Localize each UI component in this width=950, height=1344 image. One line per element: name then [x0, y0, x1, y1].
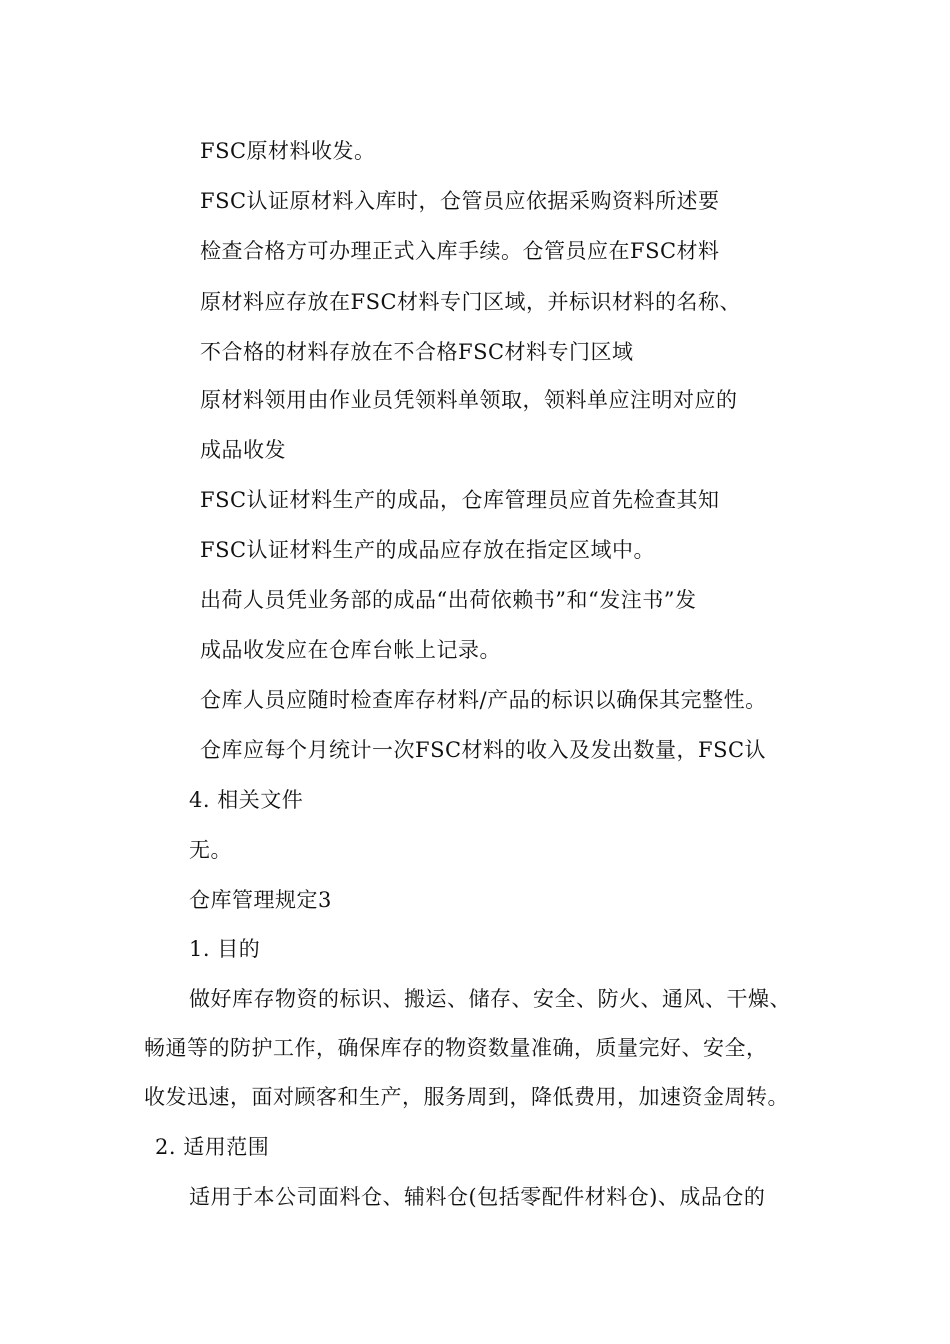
text-line: 畅通等的防护工作，确保库存的物资数量准确，质量完好、安全，	[144, 1036, 768, 1060]
text-line: 做好库存物资的标识、搬运、储存、安全、防火、通风、干燥、	[189, 987, 791, 1011]
text-line: 检查合格方可办理正式入库手续。仓管员应在FSC材料	[200, 239, 720, 263]
text-line: 原材料应存放在FSC材料专门区域，并标识材料的名称、	[200, 290, 742, 314]
text-line: FSC认证材料生产的成品，仓库管理员应首先检查其知	[200, 488, 720, 512]
text-line: 仓库应每个月统计一次FSC材料的收入及发出数量，FSC认	[200, 738, 767, 762]
section-heading: 1. 目的	[189, 937, 261, 961]
text-line: 不合格的材料存放在不合格FSC材料专门区域	[200, 340, 634, 364]
section-heading: 2. 适用范围	[155, 1135, 270, 1159]
text-line: 原材料领用由作业员凭领料单领取，领料单应注明对应的	[200, 388, 738, 412]
text-line: 仓库人员应随时检查库存材料/产品的标识以确保其完整性。	[200, 688, 767, 712]
section-heading: 4. 相关文件	[189, 788, 304, 812]
text-line: FSC认证材料生产的成品应存放在指定区域中。	[200, 538, 656, 562]
section-title: 仓库管理规定3	[189, 888, 332, 912]
text-line: 成品收发应在仓库台帐上记录。	[200, 638, 501, 662]
text-line: 出荷人员凭业务部的成品“出荷依赖书”和“发注书”发	[200, 588, 697, 612]
text-line: 收发迅速，面对顾客和生产，服务周到，降低费用，加速资金周转。	[144, 1085, 789, 1109]
text-line: FSC认证原材料入库时，仓管员应依据采购资料所述要	[200, 189, 720, 213]
text-line: 无。	[189, 838, 232, 862]
text-line: 适用于本公司面料仓、辅料仓(包括零配件材料仓)、成品仓的	[189, 1185, 766, 1209]
text-line: FSC原材料收发。	[200, 139, 376, 163]
text-line: 成品收发	[200, 438, 286, 462]
